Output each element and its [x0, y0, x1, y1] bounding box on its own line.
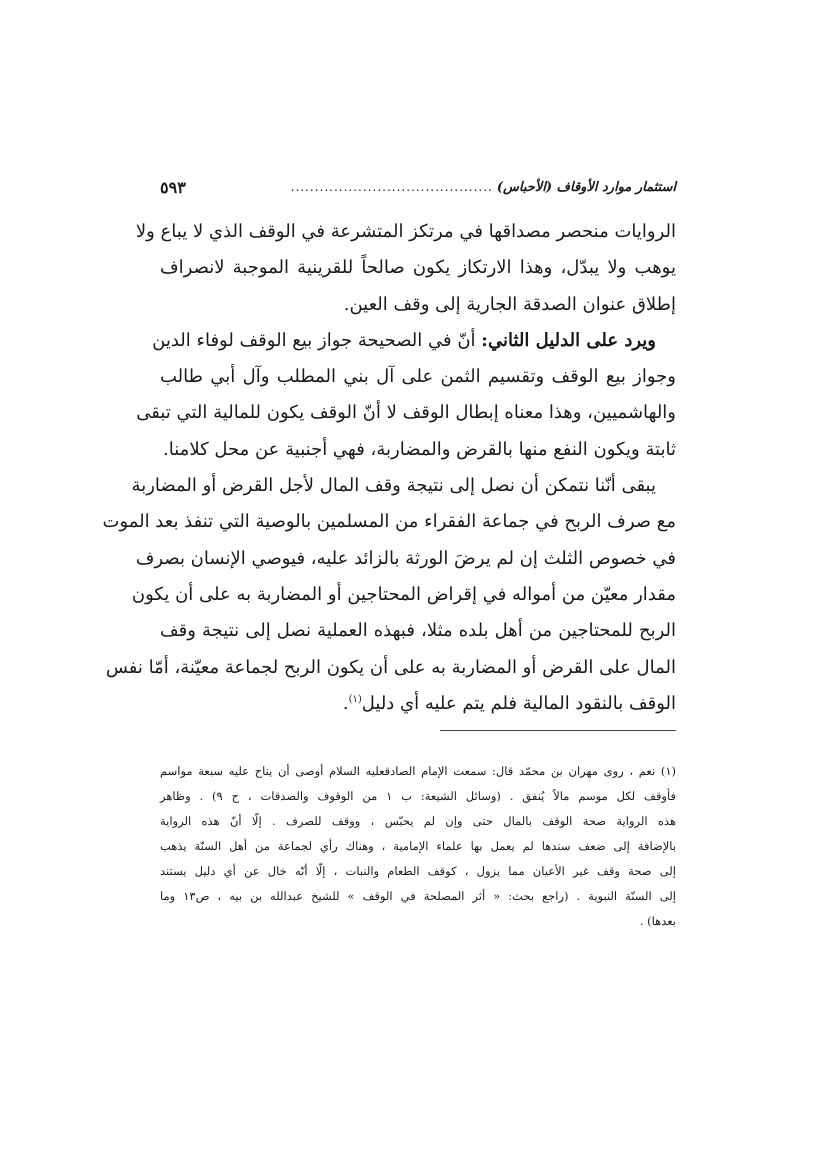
footnote-line: إلى السنّة النبوية . (راجع بحث: « أثر المصلحة في الوقف » للشيخ عبدالله بن بيه ، ص١٣ وما: [160, 889, 676, 903]
footnote: [160, 759, 676, 934]
text-line: وجواز بيع الوقف وتقسيم الثمن على آل بني المطلب وآل أبي طالب: [160, 366, 676, 388]
paragraph-2-first-line: [152, 323, 676, 359]
running-header: [160, 175, 676, 199]
text-line: والهاشميين، وهذا معناه إبطال الوقف لا أنّ الوقف يكون للمالية التي تبقى: [136, 402, 676, 424]
text-line: في خصوص الثلث إن لم يرضَ الورثة بالزائد عليه، فيوصي الإنسان بصرف: [135, 547, 676, 569]
text-line: يبقى أنّنا نتمكن أن نصل إلى نتيجة وقف المال لأجل القرض أو المضاربة: [131, 475, 656, 497]
page-number: ٥٩٣: [160, 177, 186, 197]
text-line: مقدار معيّن من أمواله في إقراض المحتاجين أو المضاربة به على أن يكون: [131, 583, 676, 605]
text-line: ثابتة ويكون النفع منها بالقرض والمضاربة، فهي أجنبية عن محل كلامنا.: [163, 438, 676, 460]
footnote-line: (١) نعم ، روى مهران بن محمّد قال: سمعت الإمام الصادقعليه السلام أوصى أن يناح عليه سبعة مواسم: [160, 764, 676, 778]
paragraph-3-last-line: [160, 686, 676, 722]
text-line: مع صرف الربح في جماعة الفقراء من المسلمين بالوصية التي تنفذ بعد الموت: [102, 511, 676, 533]
text-line: إطلاق عنوان الصدقة الجارية إلى وقف العين.: [343, 293, 676, 315]
text-line: المال على القرض أو المضاربة به على أن يكون الربح لجماعة معيّنة، أمّا نفس: [105, 656, 676, 678]
main-text: [102, 214, 676, 722]
footnote-line: بعدها) .: [639, 914, 676, 928]
text-run: الوقف بالنقود المالية فلم يتم عليه أي دليل: [361, 692, 676, 714]
footnote-line: فأوقف لكل موسم مالاً يُنفق . (وسائل الشيعة: ب ١ من الوقوف والصدقات ، ح ٩) . وظاهر: [160, 789, 677, 803]
footnote-line: إلى صحة وقف غير الأعيان مما يزول ، كوقف الطعام والنبات ، إلّا أنّه خال عن أي دليل يستند: [160, 864, 676, 878]
footnote-separator: [440, 730, 676, 731]
period: .: [342, 692, 349, 714]
header-title: استثمار موارد الأوقاف (الأحباس): [496, 179, 676, 195]
footnote-line: بالإضافة إلى ضعف سندها لم يعمل بها علماء الإمامية ، وهناك رأي لجماعة من أهل السنّة يذهب: [160, 839, 676, 853]
bold-lead: ويرد على الدليل الثاني:: [481, 329, 656, 351]
header-leader-dots: ..........................................: [290, 180, 493, 194]
text-line: الربح للمحتاجين من أهل بلده مثلا، فبهذه العملية نصل إلى نتيجة وقف: [160, 620, 676, 642]
text-line: الروايات منحصر مصداقها في مرتكز المتشرعة في الوقف الذي لا يباع ولا: [135, 221, 676, 242]
text-run: أنّ في الصحيحة جواز بيع الوقف لوفاء الدين: [152, 329, 482, 351]
footnote-reference[interactable]: (١): [348, 693, 362, 705]
text-line: يوهب ولا يبدّل، وهذا الارتكاز يكون صالحاً للقرينية الموجبة لانصراف: [160, 257, 676, 279]
footnote-line: هذه الرواية صحة الوقف بالمال حتى وإن لم يحبّس ، ووقف للصرف . إلّا أنّ هذه الرواية: [160, 814, 676, 828]
